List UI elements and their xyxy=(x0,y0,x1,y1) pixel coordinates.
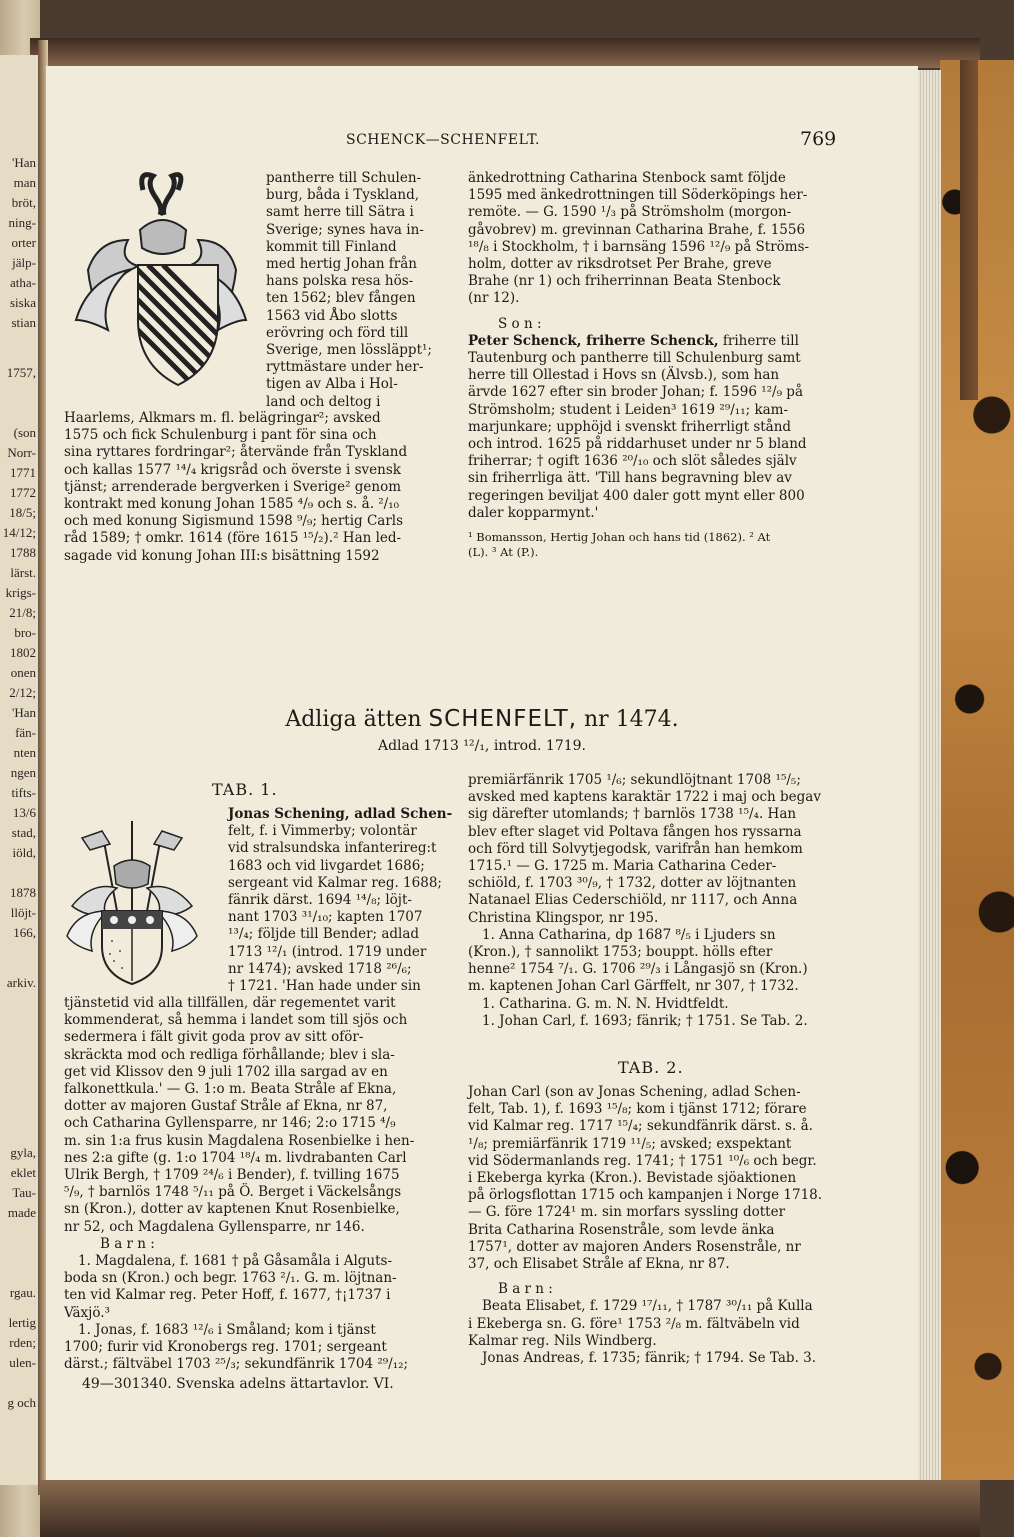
prev-page-fragment: iöld, xyxy=(12,845,36,860)
prev-page-fragment: 2/12; xyxy=(9,685,36,700)
family-subtitle: Adlad 1713 ¹²/₁, introd. 1719. xyxy=(377,738,587,754)
prev-page-fragment: 21/8; xyxy=(9,605,36,620)
prev-page-fragment: 1802 xyxy=(10,645,36,660)
prev-page-fragment: 14/12; xyxy=(2,525,36,540)
prev-page-fragment: jälp- xyxy=(12,255,36,270)
prev-page-fragment: man xyxy=(13,175,36,190)
prev-page-fragment: (son xyxy=(13,425,36,440)
prev-page-fragment: nten xyxy=(13,745,36,760)
family-title: Adliga ätten SCHENFELT, nr 1474. xyxy=(285,706,679,732)
prev-page-fragment: ning- xyxy=(8,215,36,230)
prev-page-fragment: orter xyxy=(11,235,36,250)
prev-page-fragment: 1772 xyxy=(10,485,36,500)
prev-page-fragment: Tau- xyxy=(12,1185,36,1200)
prev-page-fragment: Norr- xyxy=(7,445,36,460)
prev-page-fragment: siska xyxy=(10,295,36,310)
prev-page-fragment: gyla, xyxy=(10,1145,36,1160)
prev-page-fragment: ulen- xyxy=(9,1355,36,1370)
prev-page-fragment: 18/5; xyxy=(9,505,36,520)
son-heading: S o n : xyxy=(498,315,542,332)
prev-page-fragment: tifts- xyxy=(11,785,36,800)
prev-page-fragment: 1771 xyxy=(10,465,36,480)
tab2-barn-heading: B a r n : xyxy=(498,1281,553,1298)
prev-page-fragment: rden; xyxy=(9,1335,36,1350)
prev-page-fragment: eklet xyxy=(10,1165,36,1180)
prev-page-fragment: lärst. xyxy=(10,565,36,580)
previous-page-fragment xyxy=(0,55,40,1485)
prev-page-fragment: 1878 xyxy=(10,885,36,900)
prev-page-fragment: onen xyxy=(10,665,36,680)
schenck-coat-of-arms-icon xyxy=(68,170,254,388)
prev-page-fragment: 'Han xyxy=(11,155,36,170)
leather-corner xyxy=(960,60,978,400)
tab2-text: Johan Carl (son av Jonas Schening, adlad Schen- felt, Tab. 1), f. 1693 ¹⁵/₈; kom i tjänst 1712; förare vid Kalmar reg. 1717 ¹⁵/₄; sekundfänrik därst. s. å. ¹/₈; premiärfänrik 1719 ¹¹/₅; avsked; exspektant vid Södermanlands reg. 1741; † 1751 ¹⁰/₆ och begr. i Ekeberga kyrka (Kron.). Bevistade sjöaktionen på örlogsflottan 1715 och kampanjen i Norge 1718. — G. före 1724¹ m. sin morfars syssling dotter Brita Catharina Rosenstråle, som levde änka 1757¹, dotter av majoren Anders Rosenstråle, nr 37, och Elisabet Stråle af Ekna, nr 87. B a r n : Beata Elisabet, f. 1729 ¹⁷/₁₁, † 1787 ³⁰/₁₁ på Kulla i Ekeberga sn. G. före¹ 1753 ²/₈ m. fältväbeln vid Kalmar reg. Nils Windberg. Jonas Andreas, f. 1735; fänrik; † 1794. Se Tab. 3. xyxy=(468,1084,823,1367)
prev-page-fragment: 'Han xyxy=(11,705,36,720)
son-name: Peter Schenck, friherre Schenck, xyxy=(468,332,719,349)
schenfelt-coat-of-arms-icon xyxy=(62,816,202,986)
prev-page-fragment: llöjt- xyxy=(10,905,36,920)
prev-page-fragment: krigs- xyxy=(5,585,36,600)
son-first-line: Peter Schenck, friherre Schenck, friherre till xyxy=(468,332,799,349)
tab1-name: Jonas Schening, adlad Schen- xyxy=(228,806,453,822)
tab1-full-text: tjänstetid vid alla tillfällen, där regementet varit kommenderat, så hemma i landet som till sjös och sedermera i fält givit goda prov av sitt oför- skräckta mod och redliga förhållande; blev i sla- get vid Klissov den 9 juli 1702 illa sargad av en falkonettkula.' — G. 1:o m. Beata Stråle af Ekna, dotter av majoren Gustaf Stråle af Ekna, nr 87, och Catharina Gyllensparre, nr 146; 2:o 1715 ⁴/₉ m. sin 1:a frus kusin Magdalena Rosenbielke i hen- nes 2:a gifte (g. 1:o 1704 ¹⁸/₄ m. livdrabanten Carl Ulrik Bergh, † 1709 ²⁴/₆ i Bender), f. tvilling 1675 ⁵/₉, † barnlös 1748 ⁵/₁₁ på Ö. Berget i Väckelsångs sn (Kron.), dotter av kaptenen Knut Rosenbielke, nr 52, och Magdalena Gyllensparre, nr 146. B a r n : 1. Magdalena, f. 1681 † på Gåsamåla i Alguts- boda sn (Kron.) och begr. 1763 ²/₁. G. m. löjtnan- ten vid Kalmar reg. Peter Hoff, f. 1677, †¡1737 i Växjö.³ 1. Jonas, f. 1683 ¹²/₆ i Småland; kom i tjänst 1700; furir vid Kronobergs reg. 1701; sergeant därst.; fältväbel 1703 ²⁵/₃; sekundfänrik 1704 ²⁹/₁₂; xyxy=(64,995,415,1373)
right-lower-text: premiärfänrik 1705 ¹/₆; sekundlöjtnant 1708 ¹⁵/₅; avsked med kaptens karaktär 1722 i maj och begav sig därefter utomlands; † barnlös 1738 ¹⁵/₄. Han blev efter slaget vid Poltava fången hos ryssarna och förd till Solvytjegodsk, varifrån han hemkom 1715.¹ — G. 1725 m. Maria Catharina Ceder- schiöld, f. 1703 ³⁰/₉, † 1732, dotter av löjtnanten Natanael Elias Cederschiöld, nr 1117, och Anna Christina Klingspor, nr 195. 1. Anna Catharina, dp 1687 ⁸/₅ i Ljuders sn (Kron.), † sannolikt 1753; bouppt. hölls efter henne² 1754 ⁷/₁. G. 1706 ²⁹/₃ i Långasjö sn (Kron.) m. kaptenen Johan Carl Gärffelt, nr 307, † 1732. 1. Catharina. G. m. N. N. Hvidtfeldt. 1. Johan Carl, f. 1693; fänrik; † 1751. Se Tab. 2. xyxy=(468,772,821,1029)
book-page xyxy=(46,66,918,1480)
prev-page-fragment: ngen xyxy=(10,765,36,780)
prev-page-fragment: 1757, xyxy=(6,365,36,380)
prev-page-fragment: atha- xyxy=(10,275,36,290)
top-right-text: änkedrottning Catharina Stenbock samt följde 1595 med änkedrottningen till Söderköpings her- remöte. — G. 1590 ¹/₃ på Strömsholm (morgon- gåvobrev) m. grevinnan Catharina Brahe, f. 1556 ¹⁸/₈ i Stockholm, † i barnsäng 1596 ¹²/₉ på Ströms- holm, dotter av riksdrotset Per Brahe, greve Brahe (nr 1) och friherrinnan Beata Stenbock (nr 12). S o n : Peter Schenck, friherre Schenck, friherre till Tautenburg och pantherre till Schulenburg samt herre till Ollestad i Hovs sn (Älvsb.), som han ärvde 1627 efter sin broder Johan; f. 1596 ¹²/₉ på Strömsholm; student i Leiden³ 1619 ²⁹/₁₁; kam- marjunkare; upphöjd i svenskt friherrligt stånd och introd. 1625 på riddarhuset under nr 5 bland friherrar; † ogift 1636 ²⁰/₁₀ och slöt således själv sin friherrliga ätt. 'Till hans begravning blev av regeringen beviljat 400 daler gott mynt eller 800 daler kopparmynt.' xyxy=(468,170,810,521)
prev-page-fragment: g och xyxy=(7,1395,36,1410)
book-top-edge xyxy=(30,38,980,68)
prev-page-fragment: arkiv. xyxy=(6,975,36,990)
prev-page-fragment: 1788 xyxy=(10,545,36,560)
page-number: 769 xyxy=(800,128,837,150)
top-left-wrapped-text: pantherre till Schulen- burg, båda i Tyskland, samt herre till Sätra i Sverige; synes hava in- kommit till Finland med hertig Johan från hans polska resa hös- ten 1562; blev fången 1563 vid Åbo slotts erövring och förd till Sverige, men lössläppt¹; ryttmästare under her- tigen av Alba i Hol- land och deltog i xyxy=(266,170,432,410)
prev-page-fragment: made xyxy=(7,1205,36,1220)
running-head: SCHENCK—SCHENFELT. xyxy=(346,132,540,148)
signature-line: 49—301340. Svenska adelns ättartavlor. VI. xyxy=(82,1376,394,1392)
page-stack-edge xyxy=(915,70,941,1480)
prev-page-fragment: bro- xyxy=(14,625,36,640)
footnotes: ¹ Bomansson, Hertig Johan och hans tid (1862). ² At (L). ³ At (P.). xyxy=(468,530,771,559)
prev-page-fragment: lertig xyxy=(8,1315,36,1330)
top-left-full-text: Haarlems, Alkmars m. fl. belägringar²; avsked 1575 och fick Schulenburg i pant för sina och sina ryttares fordringar²; återvände från Tyskland och kallas 1577 ¹⁴/₄ krigsråd och överste i svensk tjänst; arrenderade bergverken i Sverige² genom kontrakt med konung Johan 1585 ⁴/₉ och s. å. ²/₁₀ och med konung Sigismund 1598 ⁹/₉; hertig Carls råd 1589; † omkr. 1614 (före 1615 ¹⁵/₂).² Han led- sagade vid konung Johan III:s bisättning 1592 xyxy=(64,410,408,564)
barn-heading: B a r n : xyxy=(100,1235,155,1252)
prev-page-fragment: fän- xyxy=(15,725,36,740)
prev-page-fragment: stian xyxy=(11,315,36,330)
tab1-heading: TAB. 1. xyxy=(212,780,278,799)
prev-page-fragment: rgau. xyxy=(9,1285,36,1300)
prev-page-fragment: 166, xyxy=(13,925,36,940)
prev-page-fragment: bröt, xyxy=(11,195,36,210)
tab1-wrapped-text: Jonas Schening, adlad Schen- felt, f. i Vimmerby; volontär vid stralsundska infanterireg:t 1683 och vid livgardet 1686; sergeant vid Kalmar reg. 1688; fänrik därst. 1694 ¹⁴/₈; löjt- nant 1703 ³¹/₁₀; kapten 1707 ¹³/₄; följde till Bender; adlad 1713 ¹²/₁ (introd. 1719 under nr 1474); avsked 1718 ²⁶/₆; † 1721. 'Han hade under sin xyxy=(228,806,453,995)
prev-page-fragment: 13/6 xyxy=(12,805,36,820)
prev-page-fragment: stad, xyxy=(11,825,36,840)
tab2-heading: TAB. 2. xyxy=(618,1058,684,1077)
book-bottom-edge xyxy=(40,1480,980,1537)
